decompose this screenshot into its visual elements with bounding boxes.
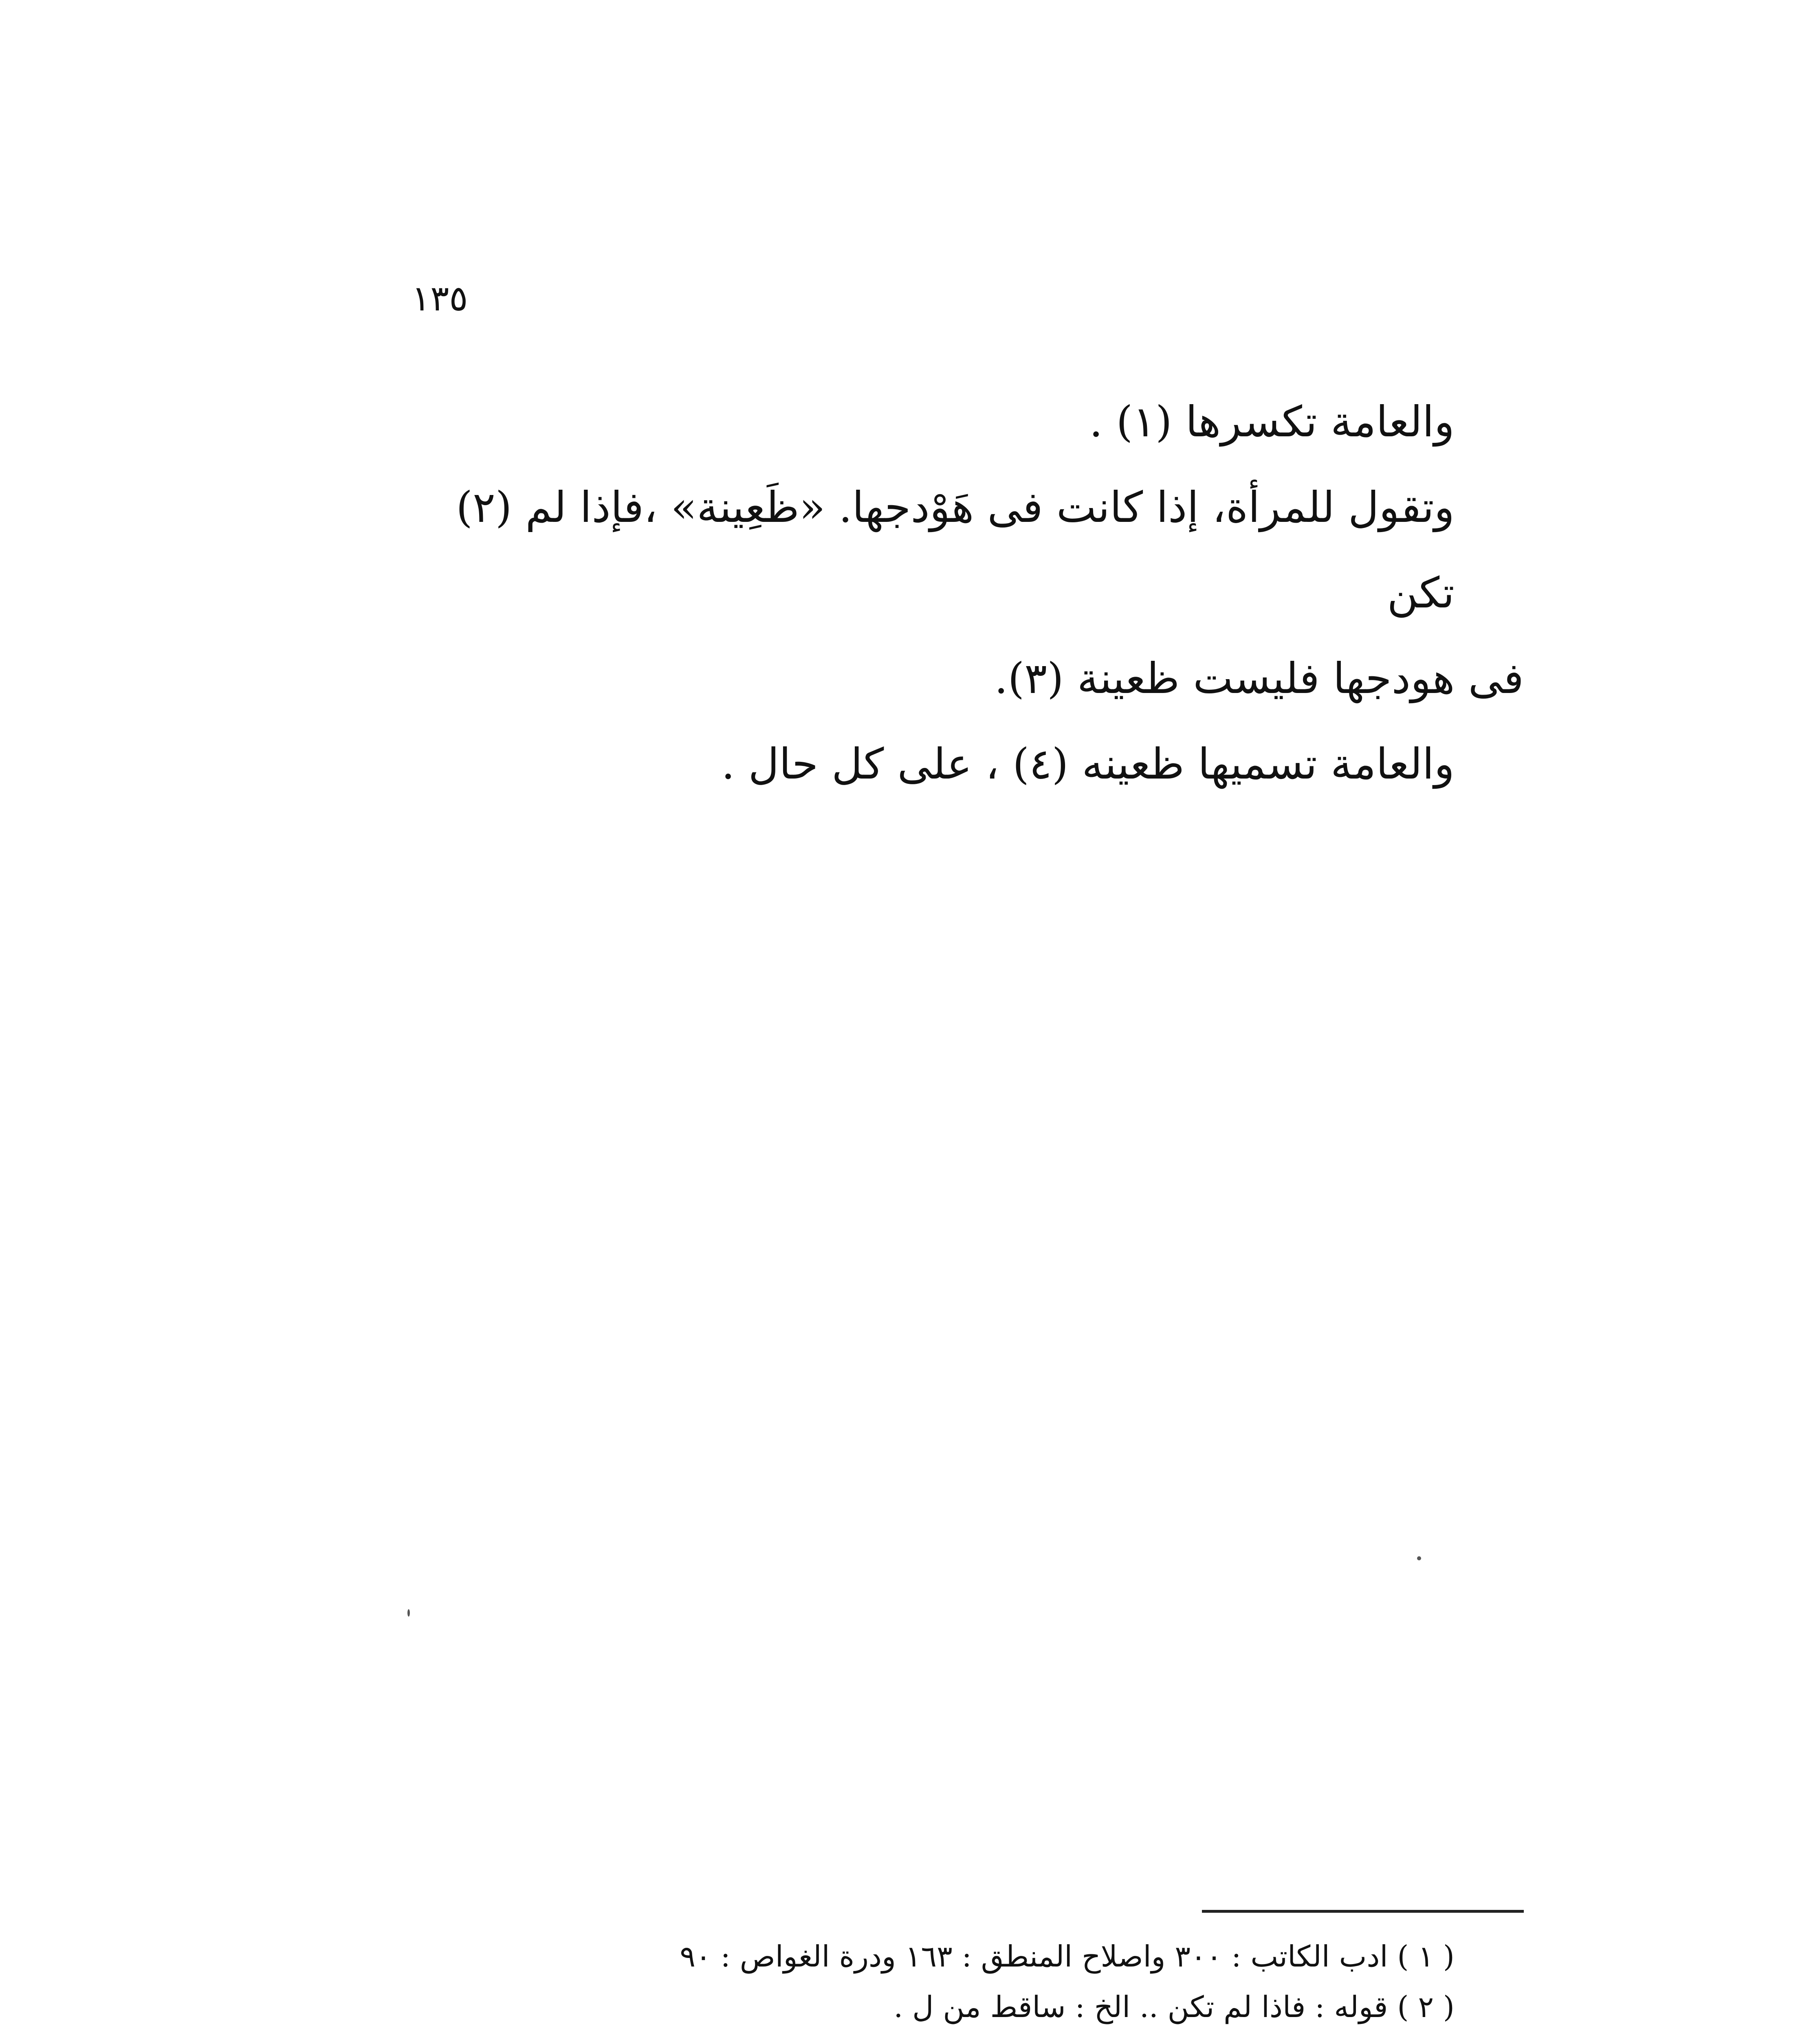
footnotes <box>399 1931 1524 2037</box>
footnote-divider <box>1202 1910 1524 1913</box>
scan-speck <box>407 1609 410 1617</box>
footnote-line: ( ١ ) ادب الكاتب : ٣٠٠ واصلاح المنطق : ١٦٣ ودرة الغواص : ٩٠ <box>680 1939 1455 1973</box>
footnote-line: ( ٢ ) قوله : فاذا لم تكن .. الخ : ساقط من ل . <box>893 1990 1455 2024</box>
page-number: ١٣٥ <box>412 278 468 319</box>
main-text-line: وتقول للمرأة، إذا كانت فى هَوْدجها. «ظَعِينة» ،فإذا لم (٢) تكن <box>456 482 1455 618</box>
main-text-line: والعامة تسميها ظعينه (٤) ، على كل حال . <box>721 739 1455 789</box>
main-text-line: فى هودجها فليست ظعينة (٣). <box>994 653 1524 703</box>
scan-speck <box>1417 1556 1421 1560</box>
main-text-line: والعامة تكسرها (١) . <box>1089 397 1455 447</box>
main-text <box>399 379 1524 807</box>
footnote-line <box>399 2032 1524 2037</box>
